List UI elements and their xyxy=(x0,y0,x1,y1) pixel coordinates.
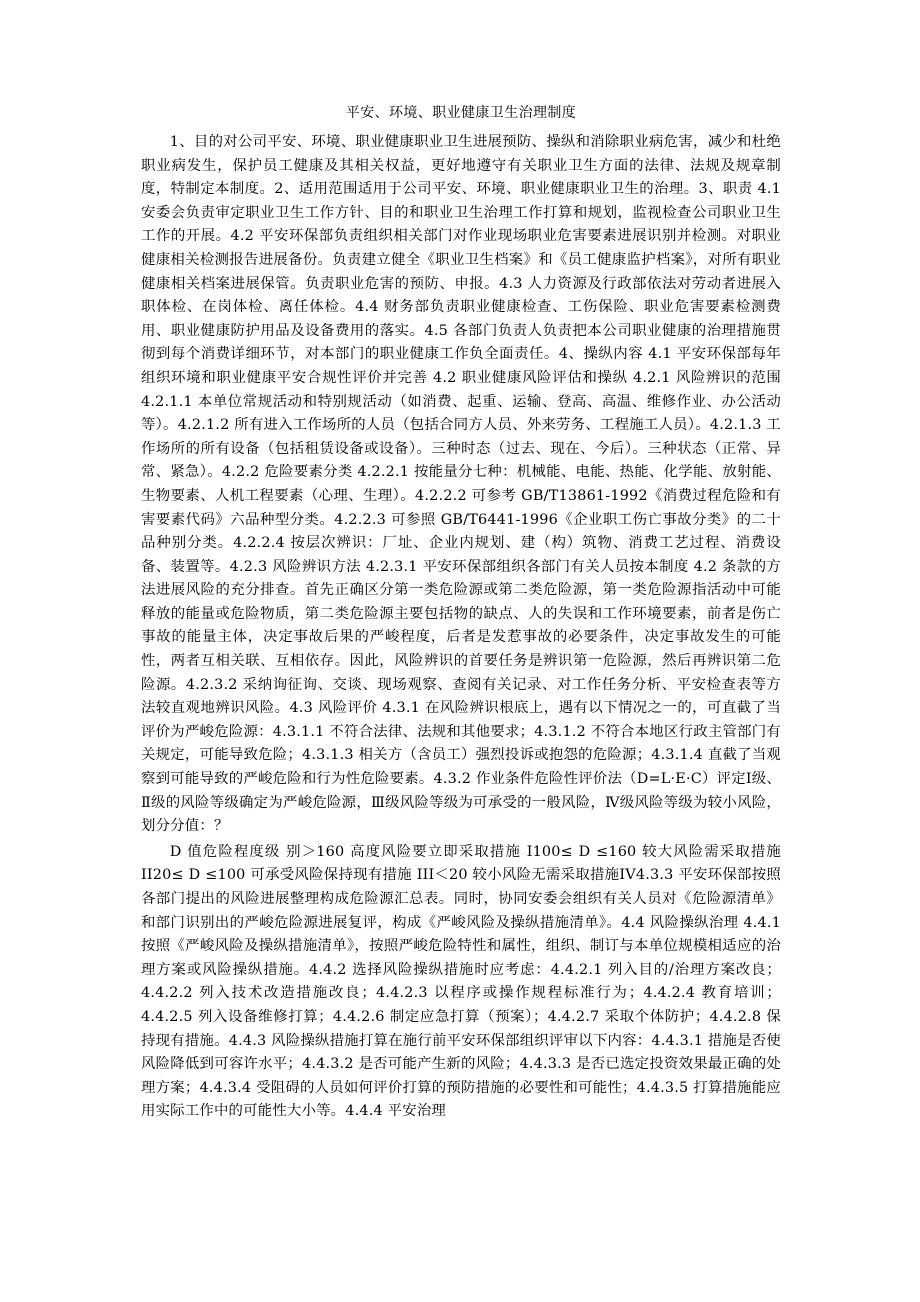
document-title: 平安、环境、职业健康卫生治理制度 xyxy=(345,105,577,121)
document-paragraph-1: 1、目的对公司平安、环境、职业健康职业卫生进展预防、操纵和消除职业病危害，减少和杜绝职业病发生，保护员工健康及其相关权益，更好地遵守有关职业卫生方面的法律、法规及规章制度，特制定本制度。2、适用范围适用于公司平安、环境、职业健康职业卫生的治理。3、职责 4.1 安委会负责审定职业卫生工作方针、目的和职业卫生治理工作打算和规划，监视检查公司职业卫生工作的开展。4.2 平安环保部负责组织相关部门对作业现场职业危害要素进展识别并检测。对职业健康相关检测报告进展备份。负责建立健全《职业卫生档案》和《员工健康监护档案》，对所有职业健康相关档案进展保管。负责职业危害的预防、申报。4.3 人力资源及行政部依法对劳动者进展入职体检、在岗体检、离任体检。4.4 财务部负责职业健康检查、工伤保险、职业危害要素检测费用、职业健康防护用品及设备费用的落实。4.5 各部门负责人负责把本公司职业健康的治理措施贯彻到每个消费详细环节，对本部门的职业健康工作负全面责任。4、操纵内容 4.1 平安环保部每年组织环境和职业健康平安合规性评价并完善 4.2 职业健康风险评估和操纵 4.2.1 风险辨识的范围 4.2.1.1 本单位常规活动和特别规活动（如消费、起重、运输、登高、高温、维修作业、办公活动等）。4.2.1.2 所有进入工作场所的人员（包括合同方人员、外来劳务、工程施工人员）。4.2.1.3 工作场所的所有设备（包括租赁设备或设备）。三种时态（过去、现在、今后）。三种状态（正常、异常、紧急）。4.2.2 危险要素分类 4.2.2.1 按能量分七种：机械能、电能、热能、化学能、放射能、生物要素、人机工程要素（心理、生理）。4.2.2.2 可参考 GB/T13861-1992《消费过程危险和有害要素代码》六品种型分类。4.2.2.3 可参照 GB/T6441-1996《企业职工伤亡事故分类》的二十品种别分类。4.2.2.4 按层次辨识：厂址、企业内规划、建（构）筑物、消费工艺过程、消费设备、装置等。4.2.3 风险辨识方法 4.2.3.1 平安环保部组织各部门有关人员按本制度 4.2 条款的方法进展风险的充分排查。首先正确区分第一类危险源或第二类危险源，第一类危险源指活动中可能释放的能量或危险物质，第二类危险源主要包括物的缺点、人的失误和工作环境要素，前者是伤亡事故的能量主体，决定事故后果的严峻程度，后者是发惹事故的必要条件，决定事故发生的可能性，两者互相关联、互相依存。因此，风险辨识的首要任务是辨识第一危险源，然后再辨识第二危险源。4.2.3.2 采纳询征询、交谈、现场观察、查阅有关记录、对工作任务分析、平安检查表等方法较直观地辨识风险。4.3 风险评价 4.3.1 在风险辨识根底上，遇有以下情况之一的，可直截了当评价为严峻危险源：4.3.1.1 不符合法律、法规和其他要求；4.3.1.2 不符合本地区行政主管部门有关规定，可能导致危险；4.3.1.3 相关方（含员工）强烈投诉或抱怨的危险源；4.3.1.4 直截了当观察到可能导致的严峻危险和行为性危险要素。4.3.2 作业条件危险性评价法（D=L·E·C）评定Ⅰ级、Ⅱ级的风险等级确定为严峻危险源，Ⅲ级风险等级为可承受的一般风险，Ⅳ级风险等级为较小风险，划分分值：？ xyxy=(141,134,781,835)
document-page xyxy=(141,102,781,1124)
document-paragraph-2: D 值危险程度级 别＞160 高度风险要立即采取措施 I100≤ D ≤160 较大风险需采取措施 II20≤ D ≤100 可承受风险保持现有措施 III＜20 较小风险无需采取措施IV4.3.3 平安环保部按照各部门提出的风险进展整理构成危险源汇总表。同时，协同安委会组织有关人员对《危险源清单》和部门识别出的严峻危险源进展复评，构成《严峻风险及操纵措施清单》。4.4 风险操纵治理 4.4.1 按照《严峻风险及操纵措施清单》，按照严峻危险特性和属性，组织、制订与本单位规模相适应的治理方案或风险操纵措施。4.4.2 选择风险操纵措施时应考虑：4.4.2.1 列入目的/治理方案改良；4.4.2.2 列入技术改造措施改良；4.4.2.3 以程序或操作规程标准行为；4.4.2.4 教育培训；4.4.2.5 列入设备维修打算；4.4.2.6 制定应急打算（预案）；4.4.2.7 采取个体防护；4.4.2.8 保持现有措施。4.4.3 风险操纵措施打算在施行前平安环保部组织评审以下内容：4.4.3.1 措施是否使风险降低到可容许水平；4.4.3.2 是否可能产生新的风险；4.4.3.3 是否已选定投资效果最正确的处理方案；4.4.3.4 受阻碍的人员如何评价打算的预防措施的必要性和可能性；4.4.3.5 打算措施能应用实际工作中的可能性大小等。4.4.4 平安治理 xyxy=(141,843,781,1120)
